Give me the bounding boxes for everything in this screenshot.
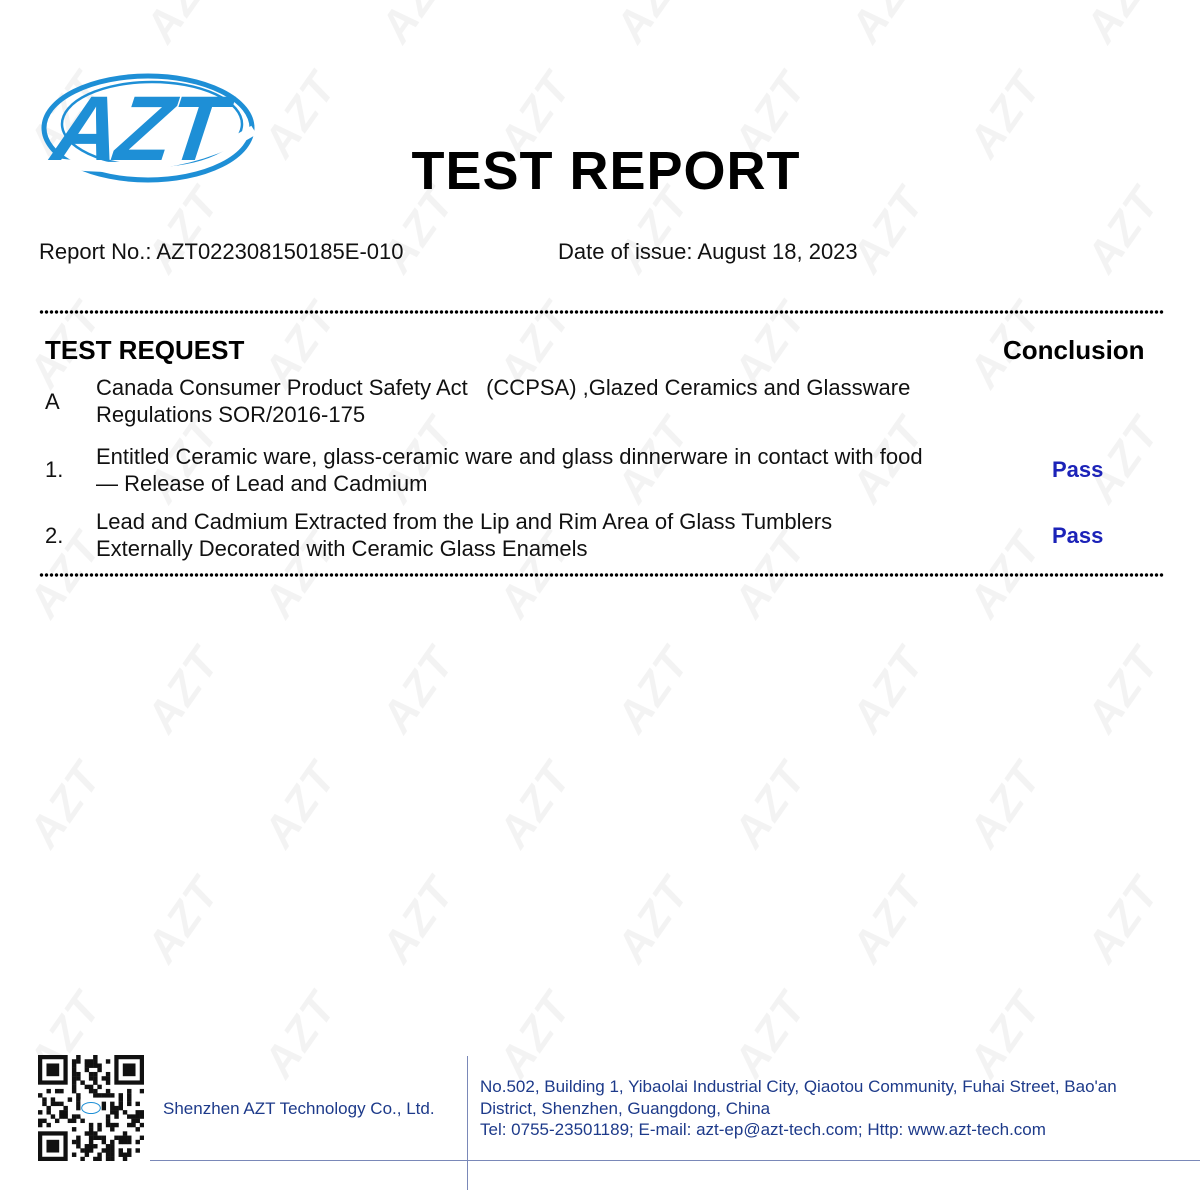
address-line: Tel: 0755-23501189; E-mail: azt-ep@azt-tech.com; Http: www.azt-tech.com xyxy=(480,1120,1046,1139)
watermark-mark xyxy=(841,0,934,52)
asterisk-divider-bottom xyxy=(39,572,1164,582)
conclusion-header: Conclusion xyxy=(1003,335,1145,365)
row-text-a xyxy=(96,374,976,428)
watermark-mark xyxy=(19,753,112,857)
report-number: Report No.: AZT022308150185E-010 xyxy=(39,239,404,264)
row-result-1: Pass xyxy=(1052,457,1104,482)
company-address xyxy=(480,1076,1180,1141)
watermark-mark xyxy=(959,983,1052,1087)
watermark-mark xyxy=(254,983,347,1087)
qr-code-icon xyxy=(38,1055,144,1161)
address-line: District, Shenzhen, Guangdong, China xyxy=(480,1098,771,1118)
svg-text:AZT: AZT xyxy=(38,78,239,181)
watermark-mark xyxy=(1194,753,1200,857)
row-text-line: Externally Decorated with Ceramic Glass Enamels xyxy=(96,536,588,561)
test-request-header: TEST REQUEST xyxy=(45,335,245,365)
row-key-1: 1. xyxy=(45,457,64,482)
footer-divider-vertical xyxy=(467,1056,468,1190)
row-text-line: Canada Consumer Product Safety Act (CCPSA) ,Glazed Ceramics and Glassware xyxy=(96,375,911,400)
row-key-2: 2. xyxy=(45,523,64,548)
watermark-mark xyxy=(1194,983,1200,1087)
watermark-mark xyxy=(959,753,1052,857)
watermark-mark xyxy=(489,983,582,1087)
watermark-mark xyxy=(372,868,465,972)
watermark-mark xyxy=(606,0,699,52)
row-text-line: Lead and Cadmium Extracted from the Lip and Rim Area of Glass Tumblers xyxy=(96,509,833,534)
watermark-mark xyxy=(136,0,229,52)
watermark-mark xyxy=(1077,868,1170,972)
row-text-line: Regulations SOR/2016-175 xyxy=(96,402,366,427)
watermark-mark xyxy=(842,638,935,742)
watermark-mark xyxy=(1194,523,1200,627)
row-text-2 xyxy=(96,508,976,562)
date-of-issue: Date of issue: August 18, 2023 xyxy=(558,239,858,264)
watermark-mark xyxy=(371,0,464,52)
row-result-2: Pass xyxy=(1052,523,1104,548)
row-key-a: A xyxy=(45,389,60,414)
watermark-mark xyxy=(372,638,465,742)
watermark-mark xyxy=(1194,293,1200,397)
footer-divider-horizontal xyxy=(150,1160,1200,1161)
document-title: TEST REPORT xyxy=(411,141,801,201)
watermark-mark xyxy=(1076,0,1169,52)
watermark-mark xyxy=(724,753,817,857)
company-name: Shenzhen AZT Technology Co., Ltd. xyxy=(163,1099,435,1118)
watermark-mark xyxy=(1077,638,1170,742)
watermark-mark xyxy=(137,868,230,972)
watermark-mark xyxy=(489,753,582,857)
watermark-mark xyxy=(724,983,817,1087)
asterisk-divider-top xyxy=(39,309,1164,319)
row-text-line: — Release of Lead and Cadmium xyxy=(96,471,428,496)
row-text-line: Entitled Ceramic ware, glass-ceramic ware and glass dinnerware in contact with food xyxy=(96,444,923,469)
watermark-mark xyxy=(137,638,230,742)
watermark-mark xyxy=(607,638,700,742)
row-text-1 xyxy=(96,443,976,497)
address-line: No.502, Building 1, Yibaolai Industrial City, Qiaotou Community, Fuhai Street, Bao'an xyxy=(480,1077,1117,1096)
watermark-mark xyxy=(254,753,347,857)
watermark-mark xyxy=(607,868,700,972)
watermark-mark xyxy=(842,868,935,972)
